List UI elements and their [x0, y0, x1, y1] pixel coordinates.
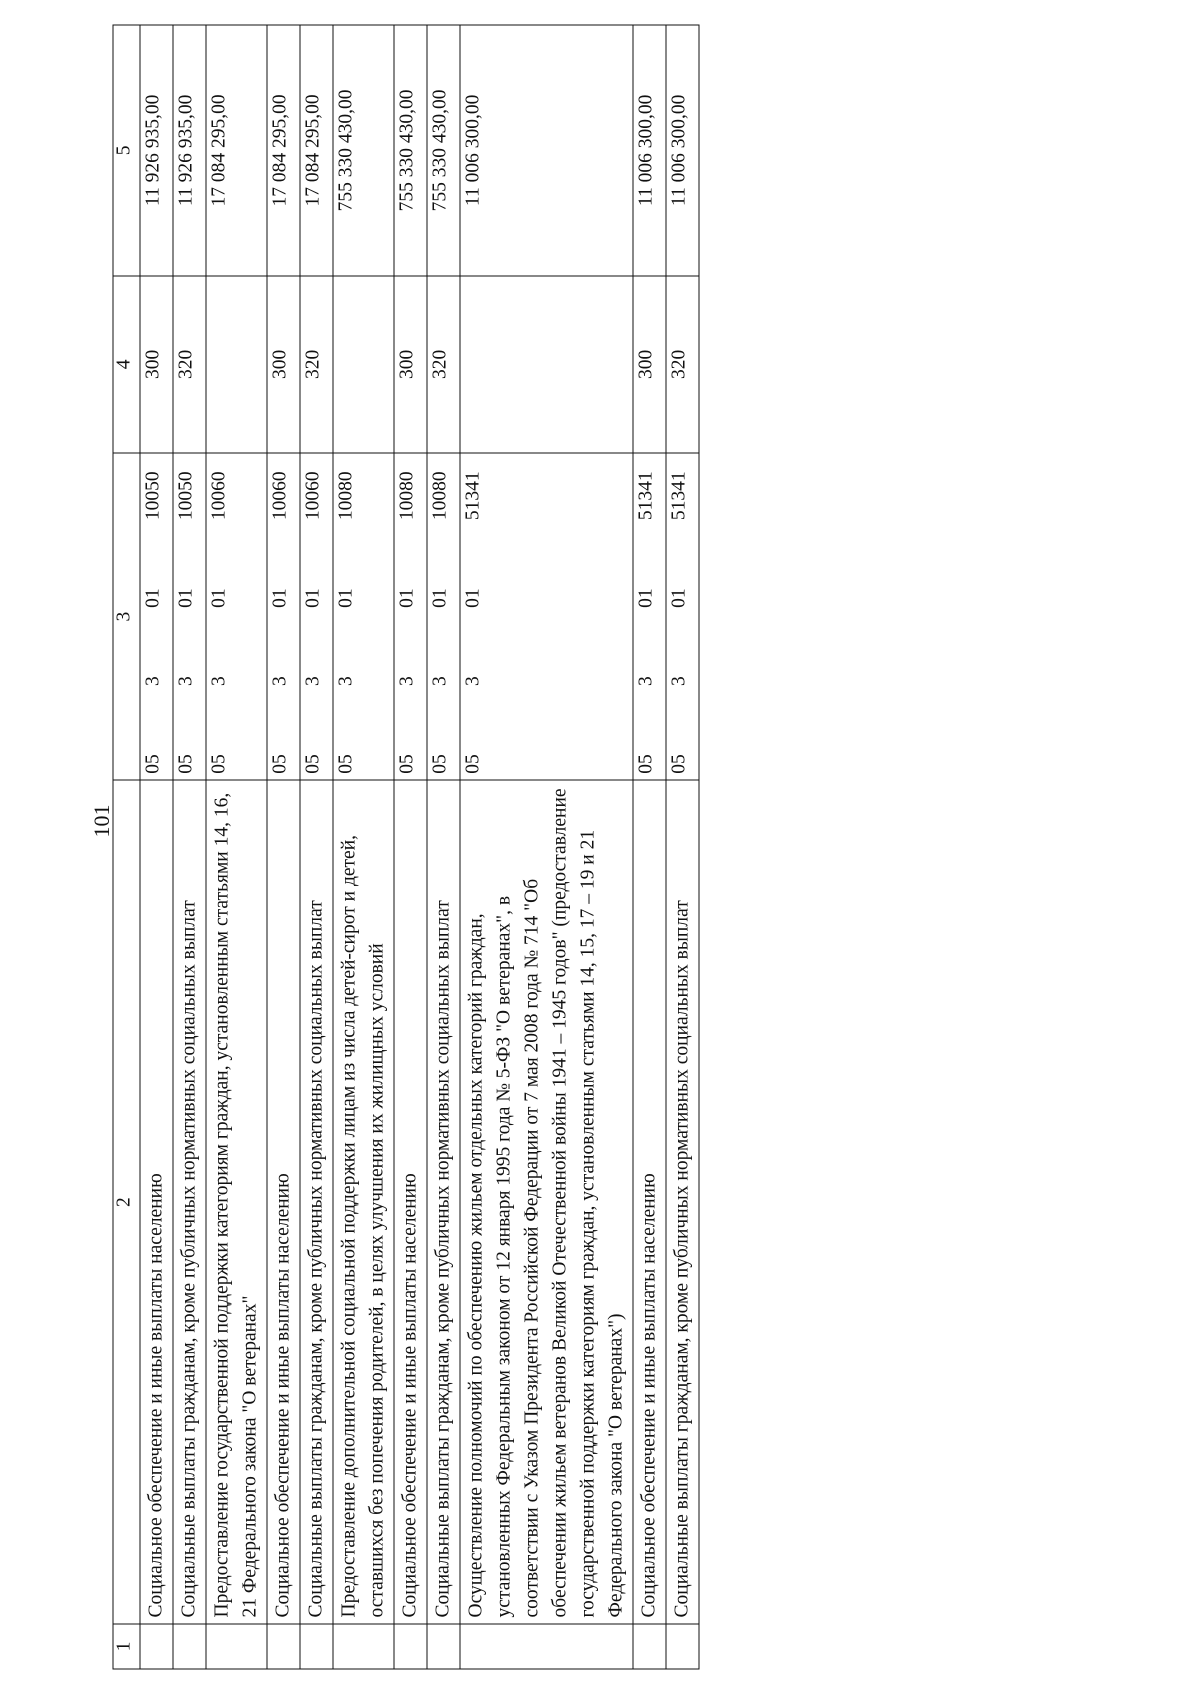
code-part: 01	[668, 588, 690, 608]
amount-value: 11 006 300,00	[668, 94, 690, 207]
code-part: 51341	[635, 471, 657, 521]
description-cell: Социальные выплаты гражданам, кроме публичных нормативных социальных выплат	[173, 780, 206, 1624]
row-number-cell	[666, 1624, 699, 1669]
code-part: 3	[429, 676, 451, 686]
expense-type-cell	[173, 276, 206, 453]
expense-type-code: 320	[668, 349, 690, 379]
amount-value: 755 330 430,00	[429, 89, 451, 212]
row-number-cell	[333, 1624, 394, 1669]
code-part: 10050	[142, 471, 164, 521]
code-part: 01	[429, 588, 451, 608]
code-part: 3	[269, 676, 291, 686]
table-row	[267, 25, 300, 1669]
expense-type-cell	[333, 276, 394, 453]
classification-code-cell	[206, 453, 267, 780]
amount-cell	[300, 25, 333, 276]
classification-code-cell	[633, 453, 666, 780]
description-cell: Осуществление полномочий по обеспечению жильем отдельных категорий граждан, установленных Федеральным законом от 12 января 1995 года № 5-ФЗ "О ветеранах", в соответствии с Указом Президента Российской Федерации от 7 мая 2008 года № 714 "Об обеспечении жильем ветеранов Великой Отечественной войны 1941 – 1945 годов" (предоставление государственной поддержки категориям граждан, установленным статьями 14, 15, 17 – 19 и 21 Федерального закона "О ветеранах")	[460, 780, 633, 1624]
code-part: 51341	[462, 471, 484, 521]
expense-type-cell	[427, 276, 460, 453]
expense-type-code: 300	[396, 349, 418, 379]
expense-type-cell	[633, 276, 666, 453]
code-parts	[176, 459, 198, 773]
row-number-cell	[633, 1624, 666, 1669]
code-part: 3	[668, 676, 690, 686]
expense-type-code: 300	[142, 349, 164, 379]
amount-cell	[460, 25, 633, 276]
amount-cell	[427, 25, 460, 276]
code-part: 01	[269, 588, 291, 608]
code-parts	[636, 459, 658, 773]
code-part: 05	[302, 754, 324, 774]
code-part: 10080	[335, 471, 357, 521]
description-cell: Социальное обеспечение и иные выплаты населению	[394, 780, 427, 1624]
expense-type-code: 300	[269, 349, 291, 379]
amount-cell	[633, 25, 666, 276]
classification-code-cell	[666, 453, 699, 780]
code-part: 3	[635, 676, 657, 686]
table-row	[666, 25, 699, 1669]
code-part: 10060	[208, 471, 230, 521]
code-parts	[143, 459, 165, 773]
amount-cell	[394, 25, 427, 276]
code-part: 3	[396, 676, 418, 686]
budget-table-sheet	[113, 25, 1088, 1670]
expense-type-code: 300	[635, 349, 657, 379]
code-part: 05	[208, 754, 230, 774]
column-header-2: 2	[113, 780, 140, 1624]
description-cell: Социальные выплаты гражданам, кроме публичных нормативных социальных выплат	[427, 780, 460, 1624]
table-row	[140, 25, 173, 1669]
amount-cell	[173, 25, 206, 276]
description-cell: Предоставление дополнительной социальной поддержки лицам из числа детей-сирот и детей, оставшихся без попечения родителей, в целях улучшения их жилищных условий	[333, 780, 394, 1624]
classification-code-cell	[173, 453, 206, 780]
amount-value: 755 330 430,00	[335, 89, 357, 212]
code-part: 3	[175, 676, 197, 686]
code-part: 05	[635, 754, 657, 774]
code-part: 05	[396, 754, 418, 774]
expense-type-cell	[460, 276, 633, 453]
amount-value: 17 084 295,00	[302, 94, 324, 207]
row-number-cell	[267, 1624, 300, 1669]
classification-code-cell	[333, 453, 394, 780]
code-part: 01	[142, 588, 164, 608]
table-row	[206, 25, 267, 1669]
table-body	[140, 25, 699, 1669]
amount-cell	[140, 25, 173, 276]
row-number-cell	[460, 1624, 633, 1669]
expense-type-cell	[140, 276, 173, 453]
description-cell: Предоставление государственной поддержки категориям граждан, установленным статьями 14, 16, 21 Федерального закона "О ветеранах"	[206, 780, 267, 1624]
column-header-3: 3	[113, 453, 140, 780]
code-part: 01	[335, 588, 357, 608]
column-number-row	[113, 25, 140, 1669]
code-part: 10060	[302, 471, 324, 521]
classification-code-cell	[460, 453, 633, 780]
amount-value: 11 926 935,00	[142, 94, 164, 207]
code-part: 3	[462, 676, 484, 686]
classification-code-cell	[140, 453, 173, 780]
code-part: 05	[269, 754, 291, 774]
row-number-cell	[300, 1624, 333, 1669]
row-number-cell	[173, 1624, 206, 1669]
column-header-5: 5	[113, 25, 140, 276]
code-part: 3	[208, 676, 230, 686]
code-part: 01	[635, 588, 657, 608]
amount-cell	[333, 25, 394, 276]
code-parts	[669, 459, 691, 773]
code-part: 05	[175, 754, 197, 774]
code-part: 05	[335, 754, 357, 774]
expense-type-cell	[666, 276, 699, 453]
code-part: 51341	[668, 471, 690, 521]
code-part: 05	[429, 754, 451, 774]
code-part: 05	[142, 754, 164, 774]
expense-type-code: 320	[429, 349, 451, 379]
code-parts	[303, 459, 325, 773]
amount-cell	[267, 25, 300, 276]
page-number: 101	[89, 804, 114, 838]
amount-value: 755 330 430,00	[396, 89, 418, 212]
amount-value: 11 006 300,00	[462, 94, 484, 207]
amount-cell	[666, 25, 699, 276]
amount-value: 17 084 295,00	[269, 94, 291, 207]
row-number-cell	[394, 1624, 427, 1669]
code-part: 01	[462, 588, 484, 608]
code-part: 01	[302, 588, 324, 608]
classification-code-cell	[394, 453, 427, 780]
code-parts	[463, 459, 485, 773]
code-parts	[430, 459, 452, 773]
table-row	[427, 25, 460, 1669]
code-part: 05	[668, 754, 690, 774]
column-header-4: 4	[113, 276, 140, 453]
table-row	[333, 25, 394, 1669]
code-part: 01	[208, 588, 230, 608]
classification-code-cell	[427, 453, 460, 780]
table-row	[460, 25, 633, 1669]
code-part: 3	[142, 676, 164, 686]
code-part: 3	[335, 676, 357, 686]
code-parts	[270, 459, 292, 773]
table-row	[633, 25, 666, 1669]
expense-type-cell	[267, 276, 300, 453]
code-parts	[209, 459, 231, 773]
expense-type-cell	[394, 276, 427, 453]
table-row	[300, 25, 333, 1669]
description-cell: Социальное обеспечение и иные выплаты населению	[140, 780, 173, 1624]
code-part: 10080	[396, 471, 418, 521]
description-cell: Социальные выплаты гражданам, кроме публичных нормативных социальных выплат	[666, 780, 699, 1624]
column-header-1: 1	[113, 1624, 140, 1669]
row-number-cell	[140, 1624, 173, 1669]
expense-type-cell	[300, 276, 333, 453]
expense-type-code: 320	[302, 349, 324, 379]
description-cell: Социальные выплаты гражданам, кроме публичных нормативных социальных выплат	[300, 780, 333, 1624]
expense-type-cell	[206, 276, 267, 453]
code-part: 05	[462, 754, 484, 774]
code-parts	[397, 459, 419, 773]
classification-code-cell	[300, 453, 333, 780]
expense-type-code: 320	[175, 349, 197, 379]
amount-value: 17 084 295,00	[208, 94, 230, 207]
amount-value: 11 926 935,00	[175, 94, 197, 207]
row-number-cell	[206, 1624, 267, 1669]
code-part: 10050	[175, 471, 197, 521]
amount-cell	[206, 25, 267, 276]
description-cell: Социальное обеспечение и иные выплаты населению	[633, 780, 666, 1624]
table-row	[173, 25, 206, 1669]
table-row	[394, 25, 427, 1669]
description-cell: Социальное обеспечение и иные выплаты населению	[267, 780, 300, 1624]
code-part: 01	[396, 588, 418, 608]
classification-code-cell	[267, 453, 300, 780]
code-part: 01	[175, 588, 197, 608]
budget-table	[113, 25, 700, 1670]
code-part: 3	[302, 676, 324, 686]
code-parts	[336, 459, 358, 773]
row-number-cell	[427, 1624, 460, 1669]
code-part: 10080	[429, 471, 451, 521]
code-part: 10060	[269, 471, 291, 521]
amount-value: 11 006 300,00	[635, 94, 657, 207]
